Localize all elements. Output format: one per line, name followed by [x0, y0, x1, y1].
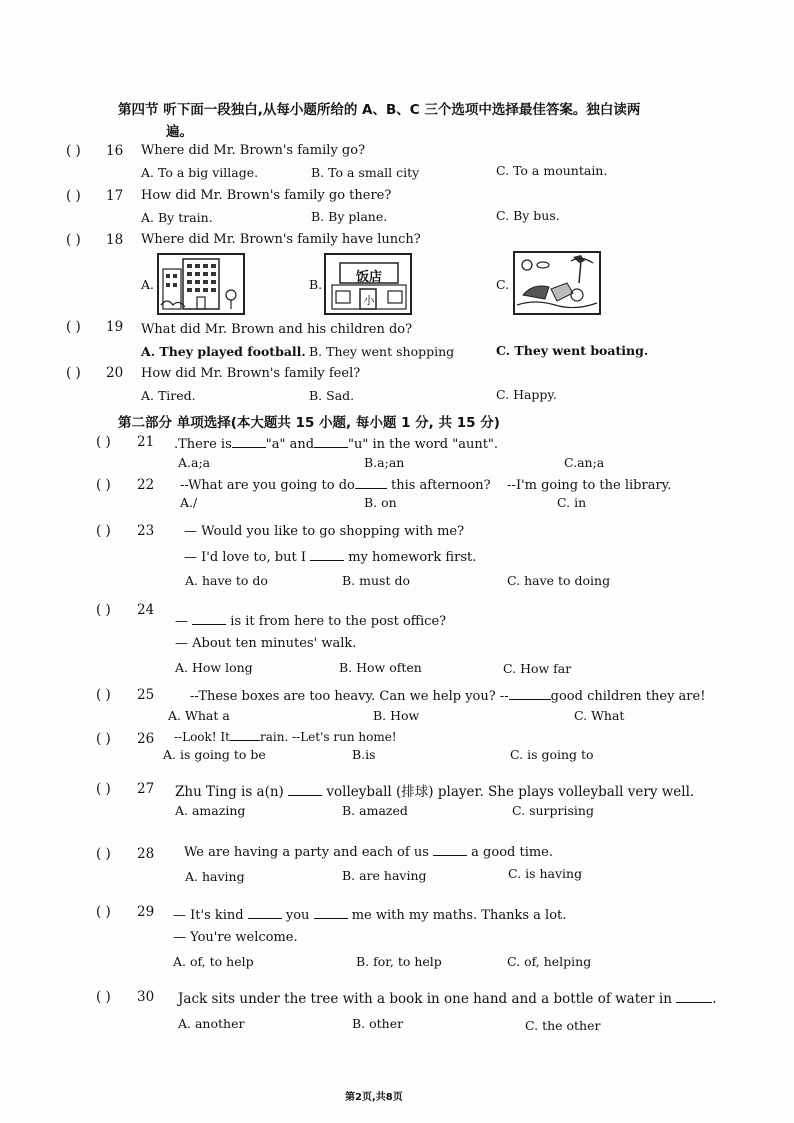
question-number: 22	[137, 477, 155, 493]
option-b: B. other	[352, 1016, 404, 1031]
option-b: B. To a small city	[311, 165, 420, 180]
option-a: A. By train.	[141, 210, 213, 225]
question-number: 27	[137, 781, 155, 797]
question-number: 30	[137, 989, 155, 1005]
restaurant-picture	[324, 253, 412, 315]
part2-title: 第二部分 单项选择(本大题共 15 小题, 每小题 1 分, 共 15 分)	[118, 415, 500, 431]
answer-blank[interactable]	[288, 783, 322, 796]
question-line2: — About ten minutes' walk.	[175, 636, 357, 651]
question-text: --Look! It rain. --Let's run home!	[174, 730, 397, 744]
question-text: Zhu Ting is a(n) volleyball (排球) player. She plays volleyball very well.	[175, 784, 695, 800]
option-a: A. having	[185, 869, 245, 884]
option-b: B.a;an	[364, 455, 405, 470]
option-c: C. of, helping	[507, 954, 592, 969]
answer-paren: ( )	[96, 477, 111, 493]
option-c: C. Happy.	[496, 387, 557, 402]
question-line2: — I'd love to, but I my homework first.	[184, 550, 477, 565]
question-line1: — Would you like to go shopping with me?	[184, 524, 465, 539]
answer-paren: ( )	[66, 188, 81, 204]
option-b: B. By plane.	[311, 209, 388, 224]
option-a: A. To a big village.	[141, 165, 259, 180]
option-b: B. on	[364, 495, 397, 510]
question-number: 17	[106, 188, 124, 204]
question-number: 26	[137, 731, 155, 747]
question-number: 19	[106, 319, 124, 335]
question-text: How did Mr. Brown's family feel?	[141, 366, 361, 381]
question-text: Where did Mr. Brown's family have lunch?	[141, 232, 421, 247]
option-b: B. How often	[339, 660, 422, 675]
answer-blank[interactable]	[314, 906, 348, 919]
answer-paren: ( )	[96, 687, 111, 703]
option-a: A. amazing	[175, 803, 246, 818]
option-c: C. How far	[503, 661, 572, 676]
answer-paren: ( )	[96, 602, 111, 618]
option-c: C. is going to	[510, 747, 594, 762]
answer-blank[interactable]	[676, 990, 712, 1003]
question-number: 21	[137, 434, 155, 450]
question-line1: — It's kind you me with my maths. Thanks a lot.	[173, 908, 567, 923]
option-a: A. is going to be	[163, 747, 266, 762]
question-text: Jack sits under the tree with a book in one hand and a bottle of water in .	[178, 991, 717, 1007]
answer-paren: ( )	[96, 781, 111, 797]
beach-picnic-icon	[515, 253, 599, 313]
option-b: B. must do	[342, 573, 410, 588]
answer-paren: ( )	[96, 731, 111, 747]
answer-blank[interactable]	[310, 548, 344, 561]
option-b: B. They went shopping	[309, 344, 455, 359]
option-c: C. By bus.	[496, 208, 560, 223]
option-b: B.is	[352, 747, 376, 762]
question-text: --These boxes are too heavy. Can we help you? -- good children they are!	[190, 689, 706, 704]
option-c: C. surprising	[512, 803, 594, 818]
page-number: 第2页,共8页	[345, 1092, 403, 1103]
answer-paren: ( )	[96, 904, 111, 920]
question-number: 18	[106, 232, 124, 248]
option-a: A./	[180, 495, 198, 510]
building-picture	[157, 253, 245, 315]
answer-paren: ( )	[96, 434, 111, 450]
question-number: 29	[137, 904, 155, 920]
answer-blank[interactable]	[230, 728, 260, 741]
answer-paren: ( )	[66, 143, 81, 159]
question-line1: — is it from here to the post office?	[175, 614, 447, 629]
option-c: C. the other	[525, 1018, 601, 1033]
option-b: B. How	[373, 708, 420, 723]
question-text: What did Mr. Brown and his children do?	[141, 322, 413, 337]
answer-paren: ( )	[66, 232, 81, 248]
answer-paren: ( )	[96, 846, 111, 862]
question-number: 24	[137, 602, 155, 618]
beach-picture	[513, 251, 601, 315]
option-b: B. amazed	[342, 803, 408, 818]
question-text: Where did Mr. Brown's family go?	[141, 143, 366, 158]
option-c: C. They went boating.	[496, 343, 649, 358]
answer-paren: ( )	[96, 989, 111, 1005]
question-number: 16	[106, 143, 124, 159]
option-a: A. They played football.	[141, 344, 306, 359]
question-text: --What are you going to do this afternoon? --I'm going to the library.	[180, 478, 672, 493]
option-b: B. Sad.	[309, 388, 355, 403]
answer-blank[interactable]	[509, 687, 551, 700]
restaurant-sign: 饭店	[355, 270, 382, 285]
answer-blank[interactable]	[355, 476, 387, 489]
section4-title-line2: 遍。	[166, 124, 193, 140]
option-a: A.a;a	[178, 455, 211, 470]
answer-blank[interactable]	[232, 435, 266, 448]
question-number: 28	[137, 846, 155, 862]
option-a: A. have to do	[185, 573, 268, 588]
restaurant-door-label: 小	[363, 294, 375, 307]
option-b: B.	[309, 277, 323, 292]
question-text: We are having a party and each of us a good time.	[184, 845, 554, 860]
option-a: A. What a	[168, 708, 230, 723]
question-line2: — You're welcome.	[173, 930, 298, 945]
option-c: C. have to doing	[507, 573, 611, 588]
option-c: C.an;a	[564, 455, 605, 470]
question-number: 20	[106, 365, 124, 381]
answer-blank[interactable]	[192, 612, 226, 625]
answer-paren: ( )	[66, 319, 81, 335]
question-text: .There is "a" and "u" in the word "aunt".	[174, 437, 499, 452]
question-number: 25	[137, 687, 155, 703]
option-c: C. is having	[508, 866, 583, 881]
answer-paren: ( )	[96, 523, 111, 539]
option-a: A. another	[178, 1016, 245, 1031]
answer-blank[interactable]	[314, 435, 348, 448]
option-b: B. for, to help	[356, 954, 442, 969]
option-c: C. What	[574, 708, 625, 723]
question-number: 23	[137, 523, 155, 539]
option-c: C. in	[557, 495, 587, 510]
option-a: A.	[141, 277, 155, 292]
option-c: C.	[496, 277, 510, 292]
answer-paren: ( )	[66, 365, 81, 381]
option-a: A. How long	[175, 660, 253, 675]
question-text: How did Mr. Brown's family go there?	[141, 188, 392, 203]
answer-blank[interactable]	[248, 906, 282, 919]
section4-title-line1: 第四节 听下面一段独白,从每小题所给的 A、B、C 三个选项中选择最佳答案。独白读两	[118, 102, 641, 118]
option-c: C. To a mountain.	[496, 163, 608, 178]
answer-blank[interactable]	[433, 843, 467, 856]
option-a: A. Tired.	[141, 388, 196, 403]
option-b: B. are having	[342, 868, 427, 883]
apartment-building-icon	[159, 255, 243, 313]
option-a: A. of, to help	[173, 954, 254, 969]
